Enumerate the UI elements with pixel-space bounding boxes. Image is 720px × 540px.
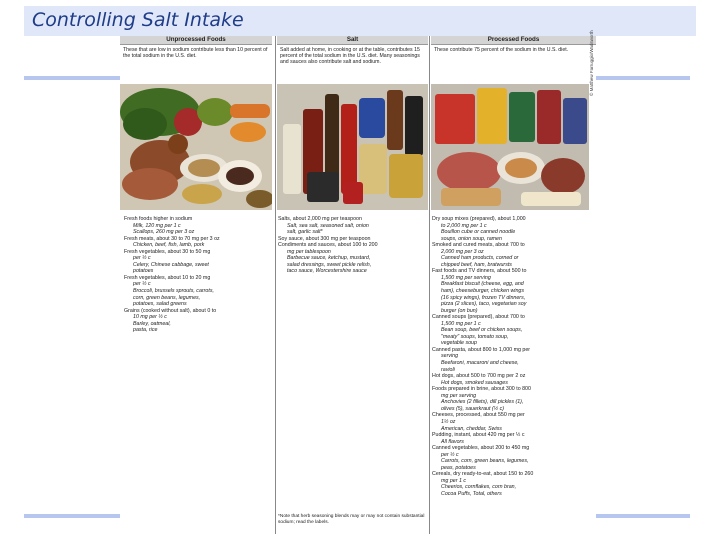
list-sub-item: Hot dogs, smoked sausages — [441, 379, 508, 386]
list-sub-item: ravioli — [441, 366, 455, 373]
list-salt — [278, 216, 428, 275]
list-sub-item: Canned ham products, corned or — [441, 255, 519, 262]
list-item: Fresh vegetables, about 30 to 50 mg — [124, 248, 211, 255]
list-sub-item: potatoes, salad greens — [133, 301, 187, 308]
column-divider — [275, 36, 276, 534]
footnote: *Note that herb seasoning blends may or may not contain substantial sodium; read the labels. — [278, 514, 425, 525]
list-sub-item: American, cheddar, Swiss — [441, 425, 502, 432]
photo-processed-foods — [431, 84, 589, 210]
list-item: Canned vegetables, about 200 to 450 mg — [432, 445, 530, 452]
list-sub-item: burger (on bun) — [441, 307, 478, 314]
list-sub-item: Beefaroni, macaroni and cheese, — [441, 360, 519, 367]
processed-foods-photo — [431, 84, 589, 210]
right-accent-bar-bottom — [596, 514, 690, 518]
list-sub-item: Barbecue sauce, ketchup, mustard, — [287, 255, 371, 262]
title-bar — [24, 6, 696, 36]
list-item: Cheeses, processed, about 550 mg per — [432, 412, 525, 419]
column-unprocessed — [120, 36, 272, 87]
column-header: Unprocessed Foods — [120, 36, 272, 45]
list-sub-item: "meaty" soups, tomato soup, — [441, 333, 509, 340]
condiments-photo — [277, 84, 428, 210]
column-intro: These contribute 75 percent of the sodium in the U.S. diet. — [434, 47, 569, 53]
list-item: Fresh meats, about 30 to 70 mg per 3 oz — [124, 235, 220, 242]
list-sub-item: Cocoa Puffs, Total, others — [441, 490, 502, 497]
photo-unprocessed-foods — [120, 84, 272, 210]
list-sub-item: salad dressings, sweet pickle relish, — [287, 261, 372, 268]
list-sub-item: serving — [441, 353, 459, 360]
list-sub-item: 1,500 mg per 1 c — [441, 320, 481, 327]
list-sub-item: olives (5), sauerkraut (½ c) — [441, 405, 504, 412]
column-divider — [429, 36, 430, 534]
list-item: Condiments and sauces, about 100 to 200 — [278, 242, 378, 249]
list-sub-item: mg per 1 c — [441, 477, 467, 484]
list-sub-item: Salt, sea salt, seasoned salt, onion — [287, 222, 369, 229]
column-header: Salt — [277, 36, 428, 45]
list-sub-item: Broccoli, brussels sprouts, carrots, — [133, 288, 214, 295]
list-sub-item: taco sauce, Worcestershire sauce — [287, 268, 367, 275]
list-sub-item: Celery, Chinese cabbage, sweet — [133, 261, 209, 268]
list-sub-item: Carrots, corn, green beans, legumes, — [441, 458, 529, 465]
list-item: Dry soup mixes (prepared), about 1,000 — [432, 216, 526, 222]
right-accent-bar-top — [596, 76, 690, 80]
list-item: Canned soups (prepared), about 700 to — [432, 314, 525, 321]
photo-salt-condiments — [277, 84, 428, 210]
column-intro: These that are low in sodium contribute less than 10 percent of the total sodium in the U.S. diet. — [123, 47, 268, 60]
list-sub-item: 10 mg per ½ c — [133, 314, 167, 321]
list-sub-item: Breakfast biscuit (cheese, egg, and — [441, 281, 524, 288]
vegetables-photo — [120, 84, 272, 210]
list-sub-item: 2,000 mg per 3 oz — [441, 248, 484, 255]
list-sub-item: mg per serving — [441, 392, 477, 399]
list-sub-item: (16 spicy wings), frozen TV dinners, — [441, 294, 526, 301]
list-sub-item: per ½ c — [133, 281, 151, 288]
list-item: Fresh vegetables, about 10 to 20 mg — [124, 274, 211, 281]
list-sub-item: Chicken, beef, fish, lamb, pork — [133, 242, 205, 249]
list-sub-item: Bean soup, beef or chicken soups, — [441, 327, 523, 334]
textbook-page — [120, 30, 596, 534]
list-item: Grains (cooked without salt), about 0 to — [124, 307, 217, 314]
list-item: Salts, about 2,000 mg per teaspoon — [278, 216, 362, 222]
list-item: Hot dogs, about 500 to 700 mg per 2 oz — [432, 373, 526, 380]
list-sub-item: All flavors — [441, 438, 464, 445]
list-sub-item: 1½ oz — [441, 418, 456, 425]
list-sub-item: Bouillon cube or canned noodle — [441, 229, 516, 236]
list-sub-item: potatoes — [133, 268, 154, 275]
list-sub-item: Scallops, 260 mg per 3 oz — [133, 229, 195, 236]
column-salt — [277, 36, 428, 87]
photo-credit: © Matthew Farruggio/Wadsworth — [589, 30, 594, 96]
list-sub-item: Cheerios, cornflakes, corn bran, — [441, 484, 517, 491]
list-item: Canned pasta, about 800 to 1,000 mg per — [432, 346, 531, 353]
list-item: Foods prepared in brine, about 300 to 800 — [432, 386, 531, 393]
list-sub-item: Barley, oatmeal, — [133, 320, 171, 327]
list-sub-item: Anchovies (2 fillets), dill pickles (1), — [441, 399, 524, 406]
list-sub-item: 1,500 mg per serving — [441, 274, 491, 281]
slide-title: Controlling Salt Intake — [32, 9, 244, 31]
list-item: Cereals, dry ready-to-eat, about 150 to 260 — [432, 471, 534, 478]
list-sub-item: per ½ c — [133, 255, 151, 262]
list-item: Fresh foods higher in sodium — [124, 216, 193, 222]
list-sub-item: Milk, 120 mg per 1 c — [133, 222, 181, 229]
list-sub-item: ham), cheeseburger, chicken wings — [441, 288, 525, 295]
column-intro: Salt added at home, in cooking or at the table, contributes 15 percent of the total sodium in the U.S. diet. Many seasonings and sauces also contribute salt and sodium. — [280, 47, 420, 66]
list-sub-item: vegetable soup — [441, 340, 477, 347]
list-sub-item: peas, potatoes — [441, 464, 476, 471]
list-sub-item: to 2,000 mg per 1 c — [441, 222, 487, 229]
list-item: Pudding, instant, about 420 mg per ½ c — [432, 432, 525, 439]
list-sub-item: per ½ c — [441, 451, 459, 458]
column-header: Processed Foods — [431, 36, 596, 45]
list-sub-item: salt, garlic salt* — [287, 229, 323, 236]
left-accent-bar-bottom — [24, 514, 120, 518]
list-item: Smoked and cured meats, about 700 to — [432, 242, 525, 249]
list-sub-item: chipped beef, ham, bratwursts — [441, 261, 512, 268]
list-item: Fast foods and TV dinners, about 500 to — [432, 268, 527, 275]
list-sub-item: pasta, rice — [133, 327, 158, 334]
list-sub-item: mg per tablespoon — [287, 248, 331, 255]
column-processed — [431, 36, 596, 87]
list-processed — [432, 216, 594, 498]
list-unprocessed — [124, 216, 270, 334]
list-item: Soy sauce, about 300 mg per teaspoon — [278, 235, 371, 242]
left-accent-bar-top — [24, 76, 120, 80]
list-sub-item: corn, green beans, legumes, — [133, 294, 201, 301]
list-sub-item: soups, onion soup, ramen — [441, 235, 502, 242]
list-sub-item: pizza (2 slices), taco, vegetarian soy — [441, 301, 527, 308]
